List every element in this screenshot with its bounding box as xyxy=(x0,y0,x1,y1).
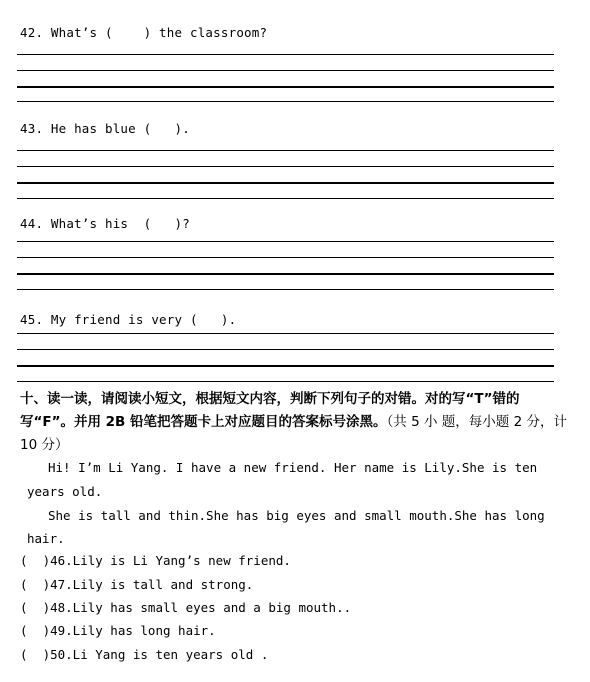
answer-line xyxy=(17,54,554,55)
answer-line xyxy=(17,333,554,334)
answer-line xyxy=(17,365,554,367)
section-instructions: 十、读一读，请阅读小短文，根据短文内容，判断下列句子的对错。对的写“T”错的写“F”。并用 2B 铅笔把答题卡上对应题目的答案标号涂黑。 xyxy=(20,391,520,430)
passage-line: years old. xyxy=(27,484,103,499)
answer-line xyxy=(17,70,554,71)
answer-line xyxy=(17,349,554,350)
tf-item-48: ( )48.Lily has small eyes and a big mouth.. xyxy=(20,600,352,615)
passage-line: hair. xyxy=(27,531,65,546)
tf-item-50: ( )50.Li Yang is ten years old . xyxy=(20,647,269,662)
answer-line xyxy=(17,198,554,199)
answer-line xyxy=(17,257,554,258)
question-45: 45. My friend is very ( ). xyxy=(20,312,237,327)
tf-item-47: ( )47.Lily is tall and strong. xyxy=(20,577,254,592)
answer-line xyxy=(17,101,554,102)
answer-line xyxy=(17,182,554,184)
answer-line xyxy=(17,86,554,88)
question-44: 44. What’s his ( )? xyxy=(20,216,190,231)
section-heading xyxy=(20,388,570,457)
answer-line xyxy=(17,381,554,382)
answer-line xyxy=(17,166,554,167)
section-score-note: （共 5 小 题，每小题 2 分，计 10 分） xyxy=(20,414,567,453)
passage-line: She is tall and thin.She has big eyes and small mouth.She has long xyxy=(48,508,545,523)
question-43: 43. He has blue ( ). xyxy=(20,121,190,136)
answer-line xyxy=(17,289,554,290)
passage-line: Hi! I’m Li Yang. I have a new friend. Her name is Lily.She is ten xyxy=(48,460,538,475)
tf-item-49: ( )49.Lily has long hair. xyxy=(20,623,216,638)
answer-line xyxy=(17,241,554,242)
answer-line xyxy=(17,150,554,151)
question-42: 42. What’s ( ) the classroom? xyxy=(20,25,268,40)
answer-line xyxy=(17,273,554,275)
tf-item-46: ( )46.Lily is Li Yang’s new friend. xyxy=(20,553,291,568)
